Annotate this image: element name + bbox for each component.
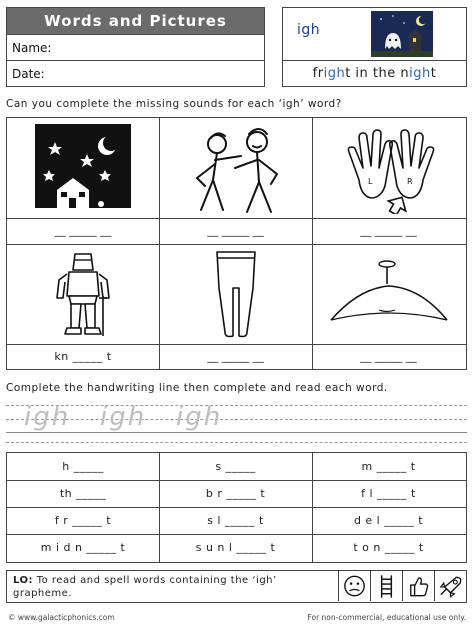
pictures-instruction: Can you complete the missing sounds for each ‘igh’ word? — [6, 98, 342, 110]
trace-word-1[interactable]: igh — [24, 402, 71, 432]
fright-night-icon — [371, 11, 433, 57]
focus-grapheme: igh — [297, 22, 321, 38]
footer-usage-note: For non-commercial, educational use only. — [307, 613, 466, 622]
word-cell[interactable]: s _____ — [215, 460, 256, 473]
lo-text: To read and spell words containing the ‘igh’ grapheme. — [13, 575, 277, 599]
trace-word-3[interactable]: igh — [176, 402, 223, 432]
picture-answer-6[interactable]: __ _____ __ — [360, 350, 417, 363]
date-field[interactable] — [7, 60, 264, 87]
svg-text:R: R — [407, 177, 413, 186]
word-cell[interactable]: f l _____ t — [361, 487, 416, 500]
focus-sentence: fright in the night — [283, 60, 466, 87]
word-cell[interactable]: h _____ — [62, 460, 104, 473]
guide-line-mid — [6, 419, 467, 420]
thinking-face-icon[interactable] — [338, 571, 370, 601]
picture-answer-2[interactable]: __ _____ __ — [207, 224, 264, 237]
word-cell[interactable]: m i d n _____ t — [40, 541, 126, 554]
footer-copyright: © www.galacticphonics.com — [8, 613, 115, 622]
word-table — [6, 452, 467, 563]
worksheet-title: Words and Pictures — [7, 8, 264, 34]
lo-label: LO: — [13, 575, 34, 586]
focus-grapheme-box — [282, 7, 467, 87]
rocket-icon[interactable] — [434, 571, 466, 601]
guide-line-top — [6, 405, 467, 406]
word-cell[interactable]: s u n l _____ t — [195, 541, 276, 554]
knight-icon — [53, 250, 113, 340]
learning-objective-box — [6, 570, 467, 603]
picture-answer-4[interactable]: kn _____ t — [54, 350, 112, 363]
word-cell[interactable]: m _____ t — [361, 460, 416, 473]
word-cell[interactable]: th _____ — [59, 487, 107, 500]
ladder-icon[interactable] — [370, 571, 402, 601]
word-cell[interactable]: s l _____ t — [207, 514, 264, 527]
guide-line-base — [6, 432, 467, 433]
word-cell[interactable]: d e l _____ t — [353, 514, 424, 527]
hands-right-icon — [341, 126, 441, 214]
word-cell[interactable]: f r _____ t — [54, 514, 112, 527]
guide-line-descender — [6, 442, 467, 443]
trace-word-2[interactable]: igh — [100, 402, 147, 432]
word-cell[interactable]: b r _____ t — [205, 487, 266, 500]
thumbs-up-icon[interactable] — [402, 571, 434, 601]
word-cell[interactable]: t o n _____ t — [353, 541, 424, 554]
hill-light-icon — [329, 258, 453, 338]
picture-answer-1[interactable]: __ _____ __ — [54, 224, 112, 237]
tights-icon — [213, 248, 259, 340]
handwriting-instruction: Complete the handwriting line then complete and read each word. — [6, 382, 388, 394]
date-label: Date: — [12, 67, 45, 81]
picture-grid — [6, 117, 467, 370]
picture-answer-3[interactable]: __ _____ __ — [360, 224, 417, 237]
svg-text:L: L — [368, 177, 373, 186]
fight-icon — [187, 124, 287, 214]
title-box — [6, 7, 265, 87]
picture-answer-5[interactable]: __ _____ __ — [207, 350, 264, 363]
night-sky-house-icon — [35, 124, 131, 212]
learning-objective — [13, 574, 338, 600]
name-label: Name: — [12, 41, 52, 55]
name-field[interactable] — [7, 34, 264, 61]
